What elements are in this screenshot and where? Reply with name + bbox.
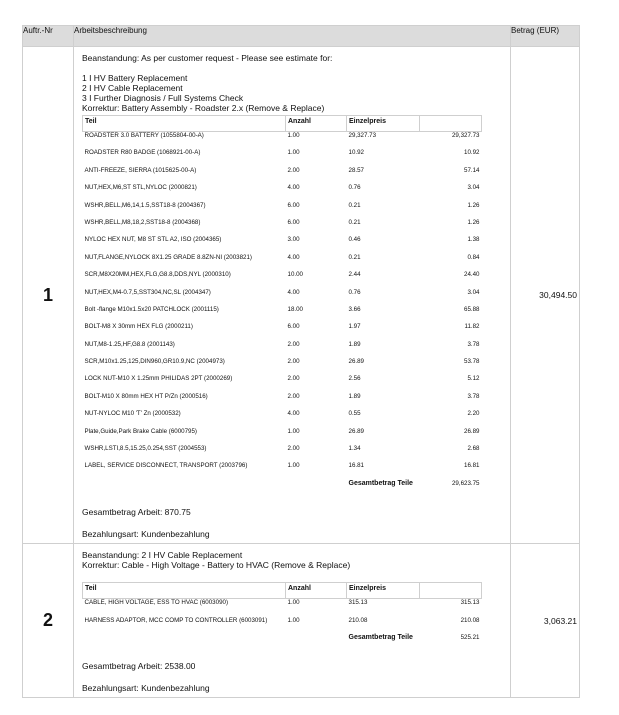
part-unit-price: 0.21 <box>348 253 361 261</box>
part-name: HARNESS ADAPTOR, MCC COMP TO CONTROLLER (6003091) <box>84 616 268 624</box>
part-total: 10.92 <box>464 149 480 157</box>
part-total: 26.89 <box>464 427 480 435</box>
parts-header-qty: Anzahl <box>286 116 347 132</box>
description-line: 2 I HV Cable Replacement <box>82 83 183 93</box>
order-number: 1 <box>23 47 74 544</box>
order-row <box>23 47 580 544</box>
part-total: 0.84 <box>467 253 480 261</box>
part-row <box>83 375 482 392</box>
part-qty: 4.00 <box>287 288 300 296</box>
part-qty: 1.00 <box>287 462 300 470</box>
part-total: 1.38 <box>467 236 480 244</box>
part-qty: 1.00 <box>287 616 300 624</box>
part-qty: 2.00 <box>287 358 300 366</box>
description-line: 3 I Further Diagnosis / Full Systems Check <box>82 93 244 103</box>
order-row <box>23 544 580 698</box>
parts-total-row <box>83 480 482 497</box>
part-unit-price: 0.55 <box>348 410 361 418</box>
part-qty: 3.00 <box>287 236 300 244</box>
part-name: NUT,FLANGE,NYLOCK 8X1.25 GRADE 8.8ZN-NI (2003821) <box>84 253 252 261</box>
description-line: 1 I HV Battery Replacement <box>82 73 188 83</box>
part-qty: 6.00 <box>287 323 300 331</box>
parts-header-part: Teil <box>83 583 286 599</box>
part-total: 1.26 <box>467 201 480 209</box>
part-name: WSHR,BELL,M6,14,1.5,SST18-8 (2004367) <box>84 201 206 209</box>
part-unit-price: 16.81 <box>348 462 364 470</box>
part-row <box>83 617 482 634</box>
part-unit-price: 10.92 <box>348 149 364 157</box>
part-total: 24.40 <box>464 271 480 279</box>
header-description: Arbeitsbeschreibung <box>74 26 511 47</box>
part-unit-price: 315.13 <box>348 599 368 607</box>
labor-total: Gesamtbetrag Arbeit: 870.75 <box>82 507 191 518</box>
part-row <box>83 358 482 375</box>
part-unit-price: 28.57 <box>348 166 364 174</box>
part-unit-price: 0.21 <box>348 218 361 226</box>
part-total: 2.20 <box>467 410 480 418</box>
part-name: NUT,HEX,M6,ST STL,NYLOC (2000821) <box>84 184 197 192</box>
part-row <box>83 271 482 288</box>
parts-header-total <box>420 116 482 132</box>
part-qty: 18.00 <box>287 305 303 313</box>
part-row <box>83 254 482 271</box>
part-row <box>83 132 482 150</box>
part-name: NUT,M8-1.25,HF,G8.8 (2001143) <box>84 340 175 348</box>
part-total: 1.26 <box>467 218 480 226</box>
payment-method: Bezahlungsart: Kundenbezahlung <box>82 529 210 540</box>
part-row <box>83 445 482 462</box>
part-total: 53.78 <box>464 358 480 366</box>
part-name: NUT,HEX,M4-0.7,5,SST304,NC,SL (2004347) <box>84 288 211 296</box>
part-unit-price: 1.89 <box>348 392 361 400</box>
part-name: Plate,Guide,Park Brake Cable (6000795) <box>84 427 197 435</box>
order-number: 2 <box>23 544 74 698</box>
header-row <box>23 26 580 47</box>
part-qty: 1.00 <box>287 599 300 607</box>
part-name: ROADSTER 3.0 BATTERY (1055804-00-A) <box>84 132 204 139</box>
parts-total-value: 525.21 <box>460 633 480 641</box>
parts-total-label: Gesamtbetrag Teile <box>348 633 413 641</box>
part-total: 3.04 <box>467 288 480 296</box>
part-unit-price: 1.89 <box>348 340 361 348</box>
part-unit-price: 2.56 <box>348 375 361 383</box>
part-row <box>83 202 482 219</box>
part-unit-price: 0.76 <box>348 288 361 296</box>
part-total: 3.78 <box>467 340 480 348</box>
part-unit-price: 1.97 <box>348 323 361 331</box>
description-line: Korrektur: Cable - High Voltage - Battery to HVAC (Remove & Replace) <box>82 560 351 571</box>
part-row <box>83 149 482 166</box>
part-qty: 1.00 <box>287 149 300 157</box>
order-amount: 3,063.21 <box>511 544 580 698</box>
order-description <box>74 47 511 544</box>
part-unit-price: 29,327.73 <box>348 132 377 139</box>
part-unit-price: 3.66 <box>348 305 361 313</box>
part-qty: 1.00 <box>287 427 300 435</box>
part-qty: 2.00 <box>287 166 300 174</box>
part-row <box>83 219 482 236</box>
order-amount: 30,494.50 <box>511 47 580 544</box>
part-name: WSHR,BELL,M8,18,2,SST18-8 (2004368) <box>84 218 201 226</box>
part-total: 57.14 <box>464 166 480 174</box>
part-row <box>83 289 482 306</box>
part-name: ANTI-FREEZE, SIERRA (1015625-00-A) <box>84 166 197 174</box>
orders-body <box>23 47 580 698</box>
part-name: SCR,M8X20MM,HEX,FLG,G8.8,DDS,NYL (2000310) <box>84 271 231 279</box>
part-name: Bolt -flange M10x1.5x20 PATCHLOCK (2001115) <box>84 305 219 313</box>
parts-header-qty: Anzahl <box>286 583 347 599</box>
part-qty: 4.00 <box>287 184 300 192</box>
part-qty: 2.00 <box>287 392 300 400</box>
part-row <box>83 323 482 340</box>
parts-header-unit-price: Einzelpreis <box>347 583 420 599</box>
part-unit-price: 0.21 <box>348 201 361 209</box>
part-unit-price: 26.89 <box>348 427 364 435</box>
part-total: 16.81 <box>464 462 480 470</box>
part-name: SCR,M10x1.25,125,DIN960,GR10.9,NC (2004973) <box>84 358 225 366</box>
part-row <box>83 306 482 323</box>
part-total: 3.78 <box>467 392 480 400</box>
labor-total: Gesamtbetrag Arbeit: 2538.00 <box>82 661 196 672</box>
parts-total-label: Gesamtbetrag Teile <box>348 479 413 487</box>
part-qty: 2.00 <box>287 340 300 348</box>
part-qty: 10.00 <box>287 271 303 279</box>
part-qty: 4.00 <box>287 253 300 261</box>
description-line: Beanstandung: As per customer request - Please see estimate for: <box>82 53 333 63</box>
part-name: BOLT-M8 X 30mm HEX FLG (2000211) <box>84 323 193 331</box>
part-name: CABLE, HIGH VOLTAGE, ESS TO HVAC (6003090) <box>84 599 229 607</box>
part-qty: 1.00 <box>287 132 300 139</box>
part-qty: 2.00 <box>287 445 300 453</box>
part-unit-price: 0.46 <box>348 236 361 244</box>
part-name: ROADSTER R80 BADGE (1068921-00-A) <box>84 149 201 157</box>
part-row <box>83 410 482 427</box>
part-unit-price: 210.08 <box>348 616 368 624</box>
part-name: NUT-NYLOC M10 'T' Zn (2000532) <box>84 410 181 418</box>
part-total: 29,327.73 <box>451 132 480 139</box>
parts-header-total <box>420 583 482 599</box>
part-total: 315.13 <box>460 599 480 607</box>
part-row <box>83 341 482 358</box>
parts-table <box>82 115 482 497</box>
part-name: LOCK NUT-M10 X 1.25mm PHILIDAS 2PT (2000269) <box>84 375 233 383</box>
description-line: Beanstandung: 2 I HV Cable Replacement <box>82 550 243 561</box>
part-row <box>83 184 482 201</box>
orders-table <box>22 25 580 698</box>
description-line: Korrektur: Battery Assembly - Roadster 2.x (Remove & Replace) <box>82 103 325 113</box>
header-order-no: Auftr.-Nr <box>23 26 74 47</box>
order-description <box>74 544 511 698</box>
parts-total-row <box>83 634 482 651</box>
part-unit-price: 0.76 <box>348 184 361 192</box>
parts-table <box>82 582 482 651</box>
part-qty: 2.00 <box>287 375 300 383</box>
part-name: LABEL, SERVICE DISCONNECT, TRANSPORT (2003796) <box>84 462 248 470</box>
part-total: 2.68 <box>467 445 480 453</box>
part-unit-price: 2.44 <box>348 271 361 279</box>
part-total: 3.04 <box>467 184 480 192</box>
part-name: WSHR,LSTI,8.5,15.25,0.254,SST (2004553) <box>84 445 207 453</box>
parts-header-part: Teil <box>83 116 286 132</box>
part-unit-price: 26.89 <box>348 358 364 366</box>
part-row <box>83 462 482 479</box>
part-total: 5.12 <box>467 375 480 383</box>
part-row <box>83 393 482 410</box>
payment-method: Bezahlungsart: Kundenbezahlung <box>82 683 210 694</box>
part-total: 11.82 <box>464 323 480 331</box>
part-qty: 6.00 <box>287 201 300 209</box>
part-row <box>83 599 482 617</box>
header-amount: Betrag (EUR) <box>511 26 580 47</box>
part-name: BOLT-M10 X 80mm HEX HT P/Zn (2000516) <box>84 392 208 400</box>
part-name: NYLOC HEX NUT, M8 ST STL A2, ISO (2004365) <box>84 236 222 244</box>
part-qty: 6.00 <box>287 218 300 226</box>
parts-header-unit-price: Einzelpreis <box>347 116 420 132</box>
part-total: 65.88 <box>464 305 480 313</box>
part-row <box>83 236 482 253</box>
part-row <box>83 167 482 184</box>
part-total: 210.08 <box>460 616 480 624</box>
part-row <box>83 428 482 445</box>
part-unit-price: 1.34 <box>348 445 361 453</box>
parts-total-value: 29,623.75 <box>451 479 480 487</box>
part-qty: 4.00 <box>287 410 300 418</box>
